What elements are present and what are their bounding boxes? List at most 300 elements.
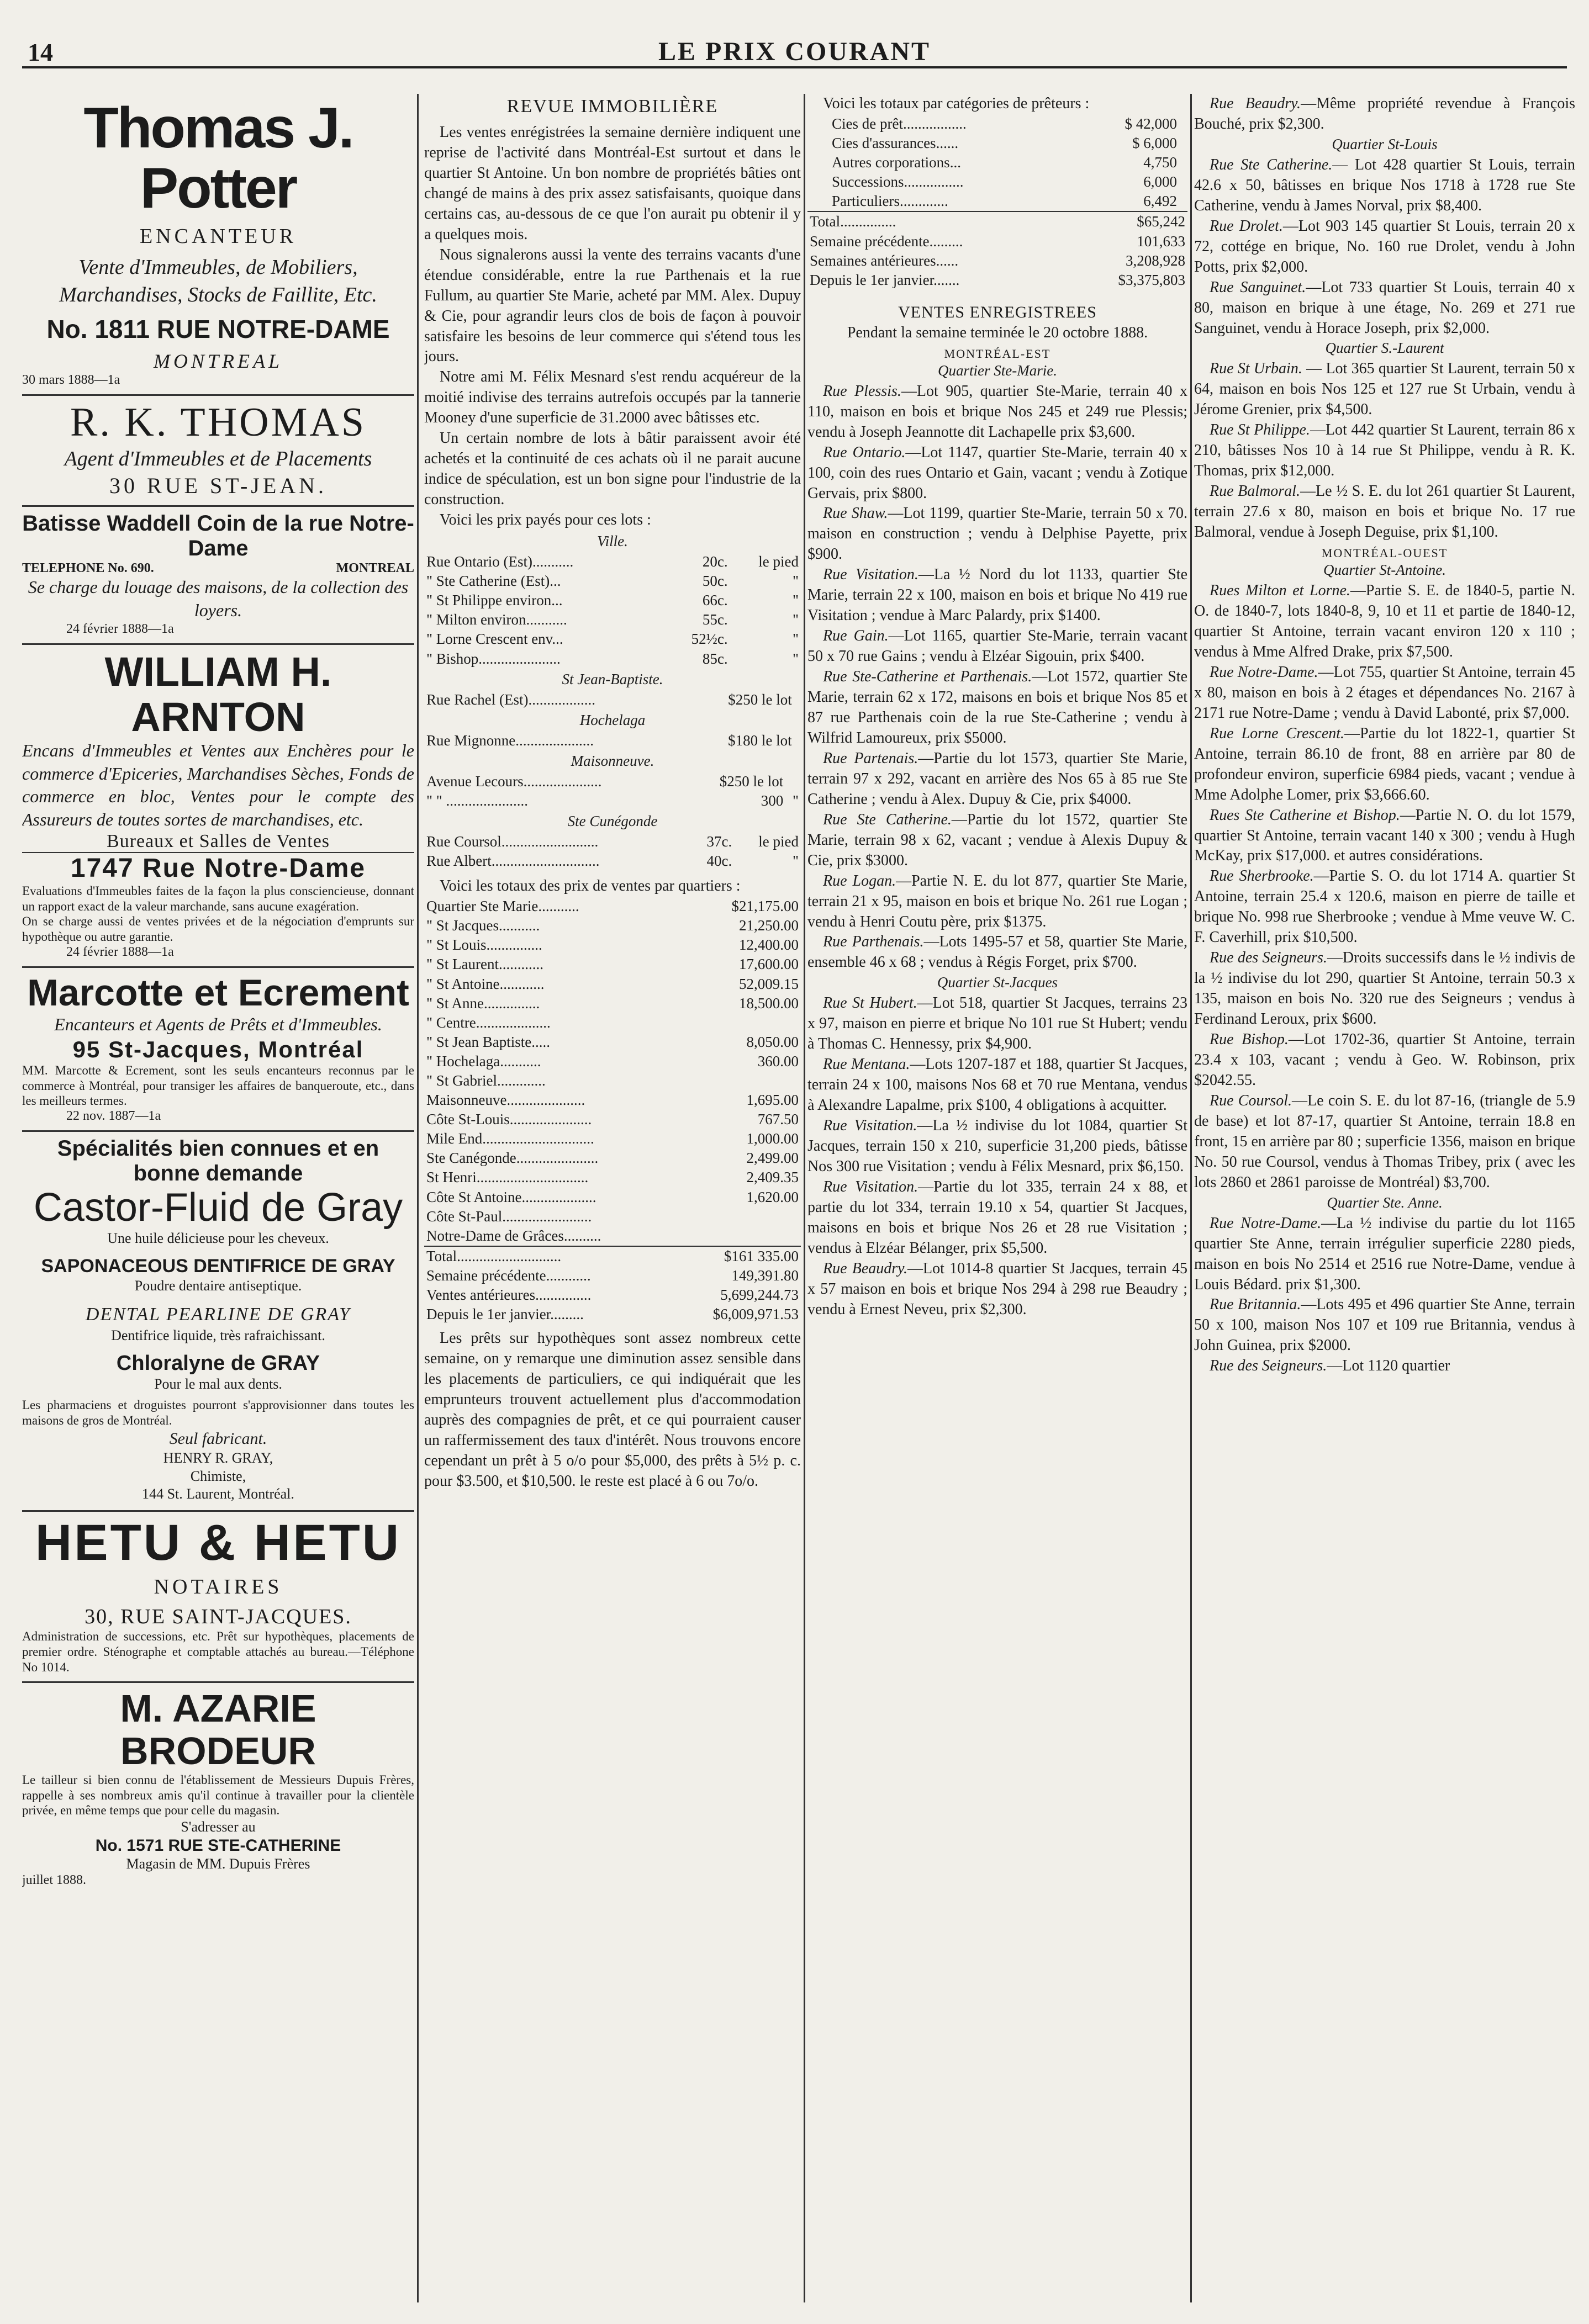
ad-telephone: TELEPHONE No. 690. (22, 560, 154, 575)
row-label: Rue Rachel (Est).................. (426, 691, 595, 708)
table-row (424, 955, 801, 974)
street-name: Rue Gain. (823, 627, 889, 645)
sale-entry (1194, 806, 1575, 867)
street-name: Rues Milton et Lorne. (1210, 582, 1350, 600)
table-row (424, 1033, 801, 1052)
district-title: MONTRÉAL-EST (944, 346, 1051, 361)
page-number: 14 (28, 38, 53, 66)
sale-details: —Lot 1572, quartier Ste Marie, terrain 62 x 172, maisons en bois et brique Nos 85 et 87 rue Parthenais coin de la rue Ste-Catherine ; vendu à Wilfrid Lamoureux, prix $5000. (807, 668, 1187, 747)
sale-details: —Lot 518, quartier St Jacques, terrains 23 x 97, maison en pierre et brique No 101 rue St Hubert; vendu à Thomas C. Hennessy, prix $4,900. (807, 994, 1187, 1053)
row-value: $ 6,000 (1132, 135, 1177, 152)
sale-entry (1194, 724, 1575, 806)
sales-list (1194, 581, 1575, 1193)
table-row (424, 1188, 801, 1207)
ventes-column-continued (1194, 94, 1575, 2302)
row-label: " St Louis............... (426, 936, 542, 954)
row-label: " St Jean Baptiste..... (426, 1033, 551, 1050)
ad-note: Les pharmaciens et droguistes pourront s'approvisionner dans toutes les maisons de gros de Montréal. (22, 1398, 414, 1427)
sale-details: —Lot 1199, quartier Ste-Marie, terrain 50 x 70. maison en construction ; vendu à Delphise Payette, prix $900. (807, 505, 1187, 563)
row-value: 66c. (702, 592, 728, 609)
ad-potter (22, 94, 414, 396)
street-name: Rues Ste Catherine et Bishop. (1210, 806, 1400, 824)
sale-entry (1194, 94, 1575, 135)
row-value: " (792, 631, 799, 648)
lots-section-title: Ste Cunégonde (567, 813, 658, 829)
table-row (424, 1090, 801, 1110)
table-row (424, 1110, 801, 1129)
sales-list (1194, 359, 1575, 543)
sale-entry (807, 382, 1187, 443)
row-value: $65,242 (1069, 211, 1187, 231)
street-name: Rue St Philippe. (1210, 421, 1310, 439)
sale-details: —La ½ indivise du partie du lot 1165 quartier Ste Anne, terrain irrégulier superficie 2280 pieds, maison en bois No 2514 et 2516 rue Notre-Dame, vendue à Louis Bédard. prix $1,300. (1194, 1214, 1575, 1293)
street-name: Rue Ste Catherine. (823, 811, 952, 828)
ad-maker-label: Seul fabricant. (169, 1430, 267, 1448)
table-row (424, 552, 801, 571)
ad-maker-name: HENRY R. GRAY, (163, 1450, 273, 1467)
quartier-title: Quartier St-Louis (1332, 135, 1438, 152)
sale-details: —Lots 495 et 496 quartier Ste Anne, terrain 50 x 100, maison Nos 107 et 109 rue Britannia, vendus à John Guinea, prix $2000. (1194, 1296, 1575, 1354)
table-row (807, 232, 1187, 251)
row-label: Semaines antérieures...... (810, 252, 959, 269)
row-label: Côte St-Paul........................ (426, 1208, 592, 1225)
ad-name: Marcotte et Ecrement (27, 971, 409, 1014)
street-name: Rue Mentana. (823, 1056, 910, 1073)
table-row (424, 690, 801, 710)
street-name: Rue Plessis. (823, 382, 901, 400)
sale-entry (1194, 155, 1575, 216)
street-name: Rue Bishop. (1210, 1031, 1289, 1049)
ad-name: Batisse Waddell Coin de la rue Notre-Dame (22, 511, 414, 560)
row-value: 21,250.00 (739, 917, 799, 934)
row-label: Total............... (807, 211, 1069, 231)
sale-details: —Lot 903 145 quartier St Louis, terrain 20 x 72, cottége en brique, No. 160 rue Drolet, vendu à John Potts, prix $2,000. (1194, 217, 1575, 276)
row-value: $21,175.00 (731, 898, 799, 915)
sale-entry (1194, 1091, 1575, 1193)
row-label: Particuliers............. (832, 193, 948, 210)
row-label: " St Laurent............ (426, 956, 543, 973)
row-label: " Milton environ........... (426, 611, 567, 628)
row-value: 85c. (702, 650, 728, 667)
table-row (424, 1168, 801, 1187)
sale-details: —Partie S. E. de 1840-5, partie N. O. de 1840-7, lots 1840-8, 9, 10 et 11 et partie de 1840-12, quartier St Antoine, terrain vacant environ 120 x 110 ; vendus à Mme Alfred Drake, prix $7,500. (1194, 582, 1575, 660)
ad-city: MONTREAL (336, 560, 414, 575)
row-value: 1,620.00 (746, 1188, 799, 1205)
table-row (830, 134, 1179, 153)
row-label: " St Jacques........... (426, 917, 540, 934)
lots-section-title: St Jean-Baptiste. (562, 670, 663, 687)
row-value: $6,009,971.53 (712, 1306, 799, 1323)
row-value: 149,391.80 (731, 1267, 799, 1284)
street-name: Rue Notre-Dame. (1210, 1214, 1322, 1232)
row-label: " St Philippe environ... (426, 592, 563, 609)
row-value: 50c. (702, 573, 728, 590)
row-label: " Lorne Crescent env... (426, 631, 563, 648)
quartier-title: Quartier Ste. Anne. (1327, 1194, 1443, 1211)
sale-details: —Droits successifs dans le ½ indivis de la ½ indivise du lot 290, quartier St Antoine, terrain 50.3 x 135, maison en bois No. 320 rue des Seigneurs ; vendus à Ferdinand Leroux, prix $600. (1194, 949, 1575, 1028)
ad-date: 24 février 1888—1a (66, 944, 174, 959)
ad-address-intro: S'adresser au (181, 1819, 256, 1835)
lots-section-title: Ville. (597, 533, 628, 550)
row-value: le pied (758, 833, 799, 850)
sale-details: —Lot 442 quartier St Laurent, terrain 86 x 210, bâtisses Nos 10 à 14 rue St Philippe, vendu à R. K. Thomas, prix $12,000. (1194, 421, 1575, 480)
sale-details: —Lot 755, quartier St Antoine, terrain 45 x 80, maison en bois à 2 étages et dépendances No. 2167 à 2171 rue Notre-Dame ; vendu à David Labonté, prix $7,000. (1194, 663, 1575, 722)
sale-entry (1194, 1356, 1575, 1377)
row-value: $250 le lot (719, 772, 784, 790)
street-name: Rue Sherbrooke. (1210, 867, 1314, 885)
ad-description: Encans d'Immeubles et Ventes aux Enchères pour le commerce d'Epiceries, Marchandises Sèches, Fonds de commerce en bloc, Ventes pour le compte des Assureurs de toutes sortes de marchandises, etc. (22, 740, 414, 829)
sale-details: —Partie N. E. du lot 877, quartier Ste Marie, terrain 21 x 95, maison en bois et brique No. 261 rue Logan ; vendu à Henri Coutu père, prix $1375. (807, 872, 1187, 930)
street-name: Rue Shaw. (823, 505, 888, 522)
row-value (794, 690, 801, 710)
street-name: Rue Visitation. (823, 1117, 917, 1135)
row-label: Autres corporations... (832, 154, 961, 171)
row-label: Depuis le 1er janvier....... (810, 271, 960, 288)
street-name: Rue Parthenais. (823, 933, 924, 951)
paragraph: Un certain nombre de lots à bâtir paraissent avoir été achetés et la continuité de ces achats où il ne parait aucune indice de spéculation, est un bon signe pour l'industrie de la construction. (424, 430, 801, 509)
row-value (693, 1207, 801, 1226)
lots-table (424, 772, 801, 811)
table-row (424, 975, 801, 994)
row-value: le pied (758, 553, 799, 570)
table-row (424, 1129, 801, 1148)
ad-description: Encanteurs et Agents de Prêts et d'Immeubles. (54, 1014, 382, 1035)
street-name: Rue Ste Catherine. (1210, 156, 1333, 173)
row-value: 5,699,244.73 (720, 1287, 799, 1304)
row-value (794, 731, 801, 750)
ad-product: DENTAL PEARLINE DE GRAY (85, 1304, 351, 1325)
ad-product-desc: Pour le mal aux dents. (154, 1375, 282, 1392)
ad-thomas (22, 396, 414, 507)
sale-entry (807, 626, 1187, 667)
sale-entry (1194, 663, 1575, 724)
paragraph: Les prêts sur hypothèques sont assez nombreux cette semaine, on y remarque une diminution assez sensible dans les placements de particuliers, ce qui indiquérait que les emprunteurs trouvent actuellement plus d'accommodation auprès des compagnies de prêt, et ce qui pourraient causer un raffermissement des taux d'intérêt. Nous trouvons encore cependant un prêt à 5 o/o pour $5,000, des prêts à 5½ p. c. pour $3.500, et $10,500. le reste est placé à 6 ou 7o/o. (424, 1330, 801, 1490)
street-name: Rue Notre-Dame. (1210, 663, 1318, 681)
sale-details: —La ½ Nord du lot 1133, quartier Ste Marie, terrain 22 x 100, maison en bois et brique No 419 rue Visitation ; vendue à Marc Palardy, prix $1400. (807, 566, 1187, 624)
ad-description: Se charge du louage des maisons, de la collection des loyers. (28, 576, 409, 620)
sale-details: —Lot 1120 quartier (1327, 1357, 1450, 1375)
table-row (830, 153, 1179, 172)
table-row (424, 571, 801, 591)
row-value: 52½c. (691, 631, 728, 648)
ad-note: On se charge aussi de ventes privées et de la négociation d'emprunts sur hypothèque ou autre garantie. (22, 914, 414, 944)
ad-headline: Spécialités bien connues et en bonne demande (57, 1136, 379, 1185)
sale-entry (807, 810, 1187, 871)
sale-details: —La ½ indivise du lot 1084, quartier St Jacques, terrain 150 x 210, superficie 31,200 pieds, bâtisse Nos 300 rue Visitation ; vendu à Félix Mesnard, prix $6,150. (807, 1117, 1187, 1176)
row-value: 300 (761, 792, 784, 809)
ad-name: R. K. THOMAS (70, 400, 366, 446)
row-label: Depuis le 1er janvier......... (426, 1306, 584, 1323)
ad-name: WILLIAM H. ARNTON (104, 649, 332, 740)
row-label: Quartier Ste Marie........... (426, 898, 579, 915)
table-row (830, 172, 1179, 192)
street-name: Rue Lorne Crescent. (1210, 724, 1345, 742)
row-value: 17,600.00 (739, 956, 799, 973)
row-label: Côte St Antoine.................... (426, 1188, 596, 1205)
row-value: 40c. (706, 853, 732, 870)
row-value: $161 335.00 (670, 1246, 801, 1266)
section-title: VENTES ENREGISTREES (898, 303, 1097, 321)
sale-entry (807, 667, 1187, 749)
sale-details: —Partie du lot 335, terrain 24 x 88, et partie du lot 334, terrain 19.10 x 54, quartier St Jacques, maisons en bois et brique Nos 26 et 28 rue Visitation ; vendus à Elzéar Bélanger, prix $5,500. (807, 1178, 1187, 1257)
ad-note: Evaluations d'Immeubles faites de la façon la plus consciencieuse, donnant un rapport exact de la valeur marchande, sans aucune exagération. (22, 884, 414, 913)
row-label: Maisonneuve..................... (426, 1092, 585, 1109)
sale-entry (1194, 581, 1575, 663)
row-value: " (792, 573, 799, 590)
ad-contact-line (22, 561, 414, 576)
ventes-column (807, 94, 1187, 2302)
ad-product: SAPONACEOUS DENTIFRICE DE GRAY (41, 1255, 395, 1277)
row-value: 4,750 (1143, 154, 1177, 171)
row-value (785, 772, 801, 791)
row-value: 12,400.00 (739, 936, 799, 954)
table-row (424, 851, 801, 871)
sale-entry (1194, 1214, 1575, 1295)
ad-marcotte (22, 968, 414, 1132)
street-name: Rue Sanguinet. (1210, 278, 1306, 296)
row-value: $3,375,803 (1118, 271, 1185, 288)
row-value: 55c. (702, 611, 728, 628)
ad-city: MONTREAL (153, 350, 283, 373)
totals-table (807, 211, 1187, 289)
table-row (424, 832, 801, 851)
ad-product: Chloralyne de GRAY (116, 1351, 320, 1375)
sale-details: —Le ½ S. E. du lot 261 quartier St Laurent, terrain 27.6 x 80, maison en bois et brique No. 17 rue Balmoral, vendue à Joseph Deguise, prix $1,100. (1194, 483, 1575, 541)
sale-entry (807, 1177, 1187, 1259)
sale-entry (807, 565, 1187, 626)
sale-details: — Lot 365 quartier St Laurent, terrain 50 x 64, maison en bois Nos 125 et 127 rue St Urbain, vendu à Jérome Grenier, prix $4,500. (1194, 360, 1575, 419)
ad-product-desc: Poudre dentaire antiseptique. (134, 1277, 302, 1294)
table-row (807, 211, 1187, 231)
article-title: REVUE IMMOBILIÈRE (506, 96, 719, 117)
row-label: " St Anne............... (426, 994, 540, 1012)
sale-entry (807, 1055, 1187, 1116)
row-label: Ste Canégonde...................... (426, 1150, 599, 1167)
quartier-title: Quartier Ste-Marie. (938, 362, 1057, 379)
row-label: Notre-Dame de Grâces.......... (426, 1227, 601, 1244)
table-row (424, 935, 801, 955)
ad-date: 24 février 1888—1a (66, 622, 174, 637)
sale-details: —Partie du lot 1572, quartier Ste Marie, terrain 98 x 62, vacant ; vendue à Alexis Dupuy & Cie, prix $3000. (807, 811, 1187, 869)
ad-gray (22, 1132, 414, 1512)
row-value: 360.00 (757, 1052, 799, 1070)
sale-details: —Le coin S. E. du lot 87-16, (triangle de 5.9 de base) et lot 87-17, quartier St Antoine, terrain 18.8 en front, 15 en arrière par 80 ; superficie 1356, maison en brique No. 50 rue Coursol, vendus à Thomas Tribey, prix ( avec les lots 2860 et 2861 paroisse de Montréal) $3,700. (1194, 1092, 1575, 1191)
quartier-title: Quartier S.-Laurent (1325, 340, 1444, 357)
ad-maker-title: Chimiste, (190, 1468, 246, 1484)
ad-date: 22 nov. 1887—1a (66, 1108, 161, 1123)
ad-address: 1747 Rue Notre-Dame (70, 854, 366, 883)
table-row (830, 192, 1179, 211)
row-value: 6,492 (1143, 193, 1177, 210)
table-row (807, 251, 1187, 271)
ad-footer: Magasin de MM. Dupuis Frères (126, 1855, 310, 1872)
ad-note: MM. Marcotte & Ecrement, sont les seuls encanteurs reconnus par le commerce à Montréal, pour transiger les affaires de banqueroute, etc., dans les meilleurs termes. (22, 1063, 414, 1108)
row-value: 767.50 (757, 1111, 799, 1128)
sale-entry (1194, 420, 1575, 481)
row-value: $250 le lot (728, 691, 792, 708)
sale-entry (1194, 1295, 1575, 1356)
column-rule (804, 94, 805, 2302)
paragraph: Voici les totaux par catégories de prêteurs : (823, 95, 1090, 112)
street-name: Rue des Seigneurs. (1210, 1357, 1327, 1375)
sale-entry (1194, 278, 1575, 339)
table-row (424, 916, 801, 935)
sale-details: —Lot 1147, quartier Ste-Marie, terrain 40 x 100, coin des rues Ontario et Gain, vacant ; vendu à Zotique Gervais, prix $800. (807, 443, 1187, 502)
sale-entry (1194, 948, 1575, 1030)
paragraph: Les ventes enrégistrées la semaine dernière indiquent une reprise de l'activité dans Montréal-Est surtout et dans le quartier St Antoine. Un bon nombre de propriétés bâties ont changé de mains à des prix assez satisfaisants, quoique dans certains cas, au-dessous de ce que l'on aurait pu obtenir il y a quelques mois. (424, 124, 801, 243)
table-row (424, 1226, 801, 1246)
sale-details: —Lots 1207-187 et 188, quartier St Jacques, terrain 24 x 100, maisons Nos 68 et 70 rue Mentana, vendus à Alexandre Lapalme, prix $100, 4 obligations à acquitter. (807, 1056, 1187, 1114)
table-row (424, 1207, 801, 1226)
ads-column (22, 94, 414, 2302)
ad-role: NOTAIRES (154, 1575, 283, 1599)
row-value: 1,695.00 (746, 1092, 799, 1109)
ad-name: Thomas J. Potter (83, 96, 353, 221)
paragraph: Voici les prix payés pour ces lots : (440, 511, 651, 529)
street-name: Rue Beaudry. (1210, 95, 1301, 112)
ad-product-desc: Une huile délicieuse pour les cheveux. (107, 1230, 329, 1247)
row-label: Semaine précédente............ (426, 1267, 591, 1284)
sale-entry (807, 932, 1187, 973)
ad-address: 30, RUE SAINT-JACQUES. (85, 1605, 352, 1629)
ad-address: 95 St-Jacques, Montréal (72, 1036, 364, 1063)
sale-details: — Lot 428 quartier St Louis, terrain 42.6 x 50, bâtisses en brique Nos 1718 à 1728 rue Ste Catherine, vendu à James Norval, prix $8,400. (1194, 156, 1575, 214)
ad-product: Castor-Fluid de Gray (33, 1185, 403, 1230)
sale-details: —Même propriété revendue à François Bouché, prix $2,300. (1194, 95, 1575, 133)
sale-details: —Partie S. O. du lot 1714 A. quartier St Antoine, terrain 25.4 x 120.6, maison en pierre de taille et brique No. 998 rue Sherbrooke ; vendue à Mme veuve W. C. F. Caverhill, prix $10,500. (1194, 867, 1575, 946)
row-value: $180 le lot (728, 732, 792, 749)
row-label: " Centre.................... (426, 1014, 551, 1031)
row-value (693, 1226, 801, 1246)
row-label: " Ste Catherine (Est)... (426, 573, 561, 590)
row-label: St Henri.............................. (426, 1169, 589, 1186)
street-name: Rue Balmoral. (1210, 483, 1300, 500)
table-row (424, 1246, 801, 1266)
row-value: " (792, 792, 799, 809)
sale-details: —Partie du lot 1822-1, quartier St Antoine, terrain 86.10 de front, 88 en arrière par 80 de profondeur environ, superficie 6984 pieds, vacant ; vendue à Mme Adolphe Lomer, prix $3,666.60. (1194, 724, 1575, 803)
row-label: Cies de prêt................. (832, 115, 967, 132)
street-name: Rue Logan. (823, 872, 896, 890)
sale-details: —Lot 1702-36, quartier St Antoine, terrain 23.4 x 103, vacant ; vendu à Geo. W. Robinson, prix $2042.55. (1194, 1031, 1575, 1089)
sales-list (1194, 1214, 1575, 1377)
paragraph: Voici les totaux des prix de ventes par quartiers : (440, 877, 741, 895)
revue-column (424, 94, 801, 2302)
ad-description: Vente d'Immeubles, de Mobiliers, Marchandises, Stocks de Faillite, Etc. (59, 256, 377, 306)
row-label: Côte St-Louis...................... (426, 1111, 592, 1128)
ad-description: Agent d'Immeubles et de Placements (64, 447, 372, 470)
page-header (22, 33, 1567, 68)
table-row (424, 772, 801, 791)
ad-arnton (22, 645, 414, 968)
row-value: " (792, 853, 799, 870)
table-row (424, 610, 801, 629)
ad-brodeur (22, 1683, 414, 1894)
row-label: Semaine précédente......... (810, 232, 963, 250)
row-label: " St Gabriel............. (426, 1072, 546, 1089)
street-name: Rue Visitation. (823, 1178, 918, 1195)
sales-list (807, 993, 1187, 1320)
ad-maker-address: 144 St. Laurent, Montréal. (142, 1486, 294, 1502)
column-rule (1190, 94, 1192, 2302)
sale-entry (1194, 866, 1575, 948)
table-row (424, 897, 801, 916)
lots-table (424, 552, 801, 669)
sale-entry (807, 504, 1187, 565)
sale-entry (1194, 481, 1575, 543)
row-label: Rue Coursol.......................... (426, 833, 599, 850)
ad-address: No. 1571 RUE STE-CATHERINE (95, 1836, 341, 1855)
sale-entry (807, 443, 1187, 504)
paragraph: Nous signalerons aussi la vente des terrains vacants d'une étendue considérable, entre la rue Parthenais et la rue Fullum, au quartier Ste Marie, acheté par MM. Alex. Dupuy & Cie, pour agrandir leurs clos de bois de façon à pouvoir satisfaire les besoins de leur commerce qui s'étend tous les jours. (424, 246, 801, 366)
row-value: 3,208,928 (1126, 252, 1185, 269)
ad-description: Le tailleur si bien connu de l'établissement de Messieurs Dupuis Frères, rappelle à ses nombreux amis qu'il continue à travailler pour la clientèle privée, en même temps que pour celle du magasin. (22, 1773, 414, 1818)
lots-table (424, 690, 801, 710)
row-label: " Bishop...................... (426, 650, 561, 667)
table-row (424, 1305, 801, 1324)
sale-entry (807, 871, 1187, 933)
lots-section-title: Maisonneuve. (571, 752, 654, 769)
sale-details: —Lots 1495-57 et 58, quartier Ste Marie, ensemble 46 x 68 ; vendus à Régis Forget, prix $700. (807, 933, 1187, 971)
ad-name: HETU & HETU (35, 1514, 402, 1571)
street-name: Rue Ontario. (823, 443, 906, 461)
sale-details: —Lot 733 quartier St Louis, terrain 40 x 80, maison en brique à une étage, No. 269 et 271 rue Sanguinet, vendu à Horace Joseph, prix $2,000. (1194, 278, 1575, 337)
table-row (807, 271, 1187, 290)
sales-list (1194, 155, 1575, 339)
street-name: Rue Beaudry. (823, 1259, 908, 1277)
table-row (424, 649, 801, 669)
street-name: Rue St Hubert. (823, 994, 917, 1012)
column-rule (417, 94, 419, 2302)
totals-table (424, 1246, 801, 1324)
row-value: 1,000.00 (746, 1130, 799, 1147)
row-label: " " ...................... (426, 792, 529, 809)
section-subtitle: Pendant la semaine terminée le 20 octobre 1888. (847, 324, 1148, 341)
street-name: Rue Coursol. (1210, 1092, 1292, 1109)
street-name: Rue Partenais. (823, 749, 918, 767)
row-value: 18,500.00 (739, 994, 799, 1012)
sale-entry (807, 1116, 1187, 1177)
ad-hetu (22, 1512, 414, 1683)
ad-office: Bureaux et Salles de Ventes (22, 831, 414, 853)
ad-product-desc: Dentifrice liquide, très rafraichissant. (111, 1327, 325, 1344)
row-label: Cies d'assurances...... (832, 135, 959, 152)
row-value: 37c. (706, 833, 732, 850)
ad-date: 30 mars 1888—1a (22, 373, 120, 388)
sale-entry (807, 749, 1187, 810)
lots-table (424, 832, 801, 871)
ad-description: Administration de successions, etc. Prêt sur hypothèques, placements de premier ordre. Sténographe et comptable attachés au bureau.—Téléphone No 1014. (22, 1629, 414, 1674)
row-label: Mile End.............................. (426, 1130, 594, 1147)
row-value: " (792, 592, 799, 609)
sale-entry (807, 1259, 1187, 1320)
table-row (424, 1013, 801, 1033)
row-label: Rue Mignonne..................... (426, 732, 594, 749)
row-label: Successions................ (832, 173, 964, 190)
row-value: 6,000 (1143, 173, 1177, 190)
newspaper-title: LE PRIX COURANT (658, 37, 931, 66)
ad-date: juillet 1888. (22, 1873, 86, 1888)
table-row (424, 731, 801, 750)
row-value: 2,499.00 (746, 1150, 799, 1167)
row-value (693, 1013, 801, 1033)
district-title: MONTRÉAL-OUEST (1321, 546, 1448, 560)
row-label: Ventes antérieures............... (426, 1287, 592, 1304)
table-row (424, 1285, 801, 1305)
ad-waddell (22, 507, 414, 645)
table-row (424, 791, 801, 811)
ad-name: M. AZARIE BRODEUR (120, 1687, 316, 1773)
table-row (424, 1266, 801, 1285)
